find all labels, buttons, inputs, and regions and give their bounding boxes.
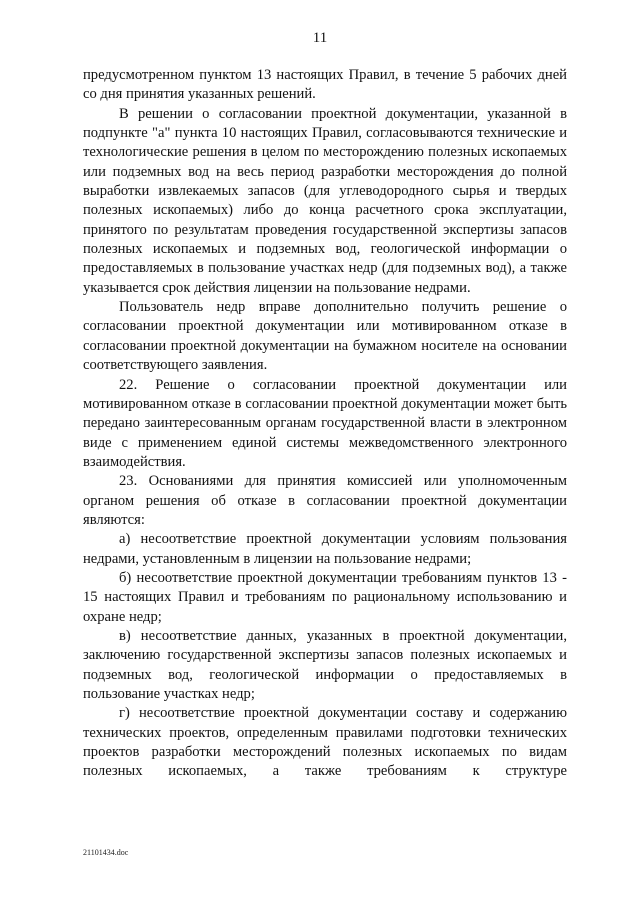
paragraph-item-23a: а) несоответствие проектной документации условиям пользования недрами, установленным в лицензии на пользование недрами; <box>83 531 567 567</box>
document-body <box>83 66 567 782</box>
paragraph-item-22: 22. Решение о согласовании проектной документации или мотивированном отказе в согласовании проектной документации может быть передано заинтересованным органам государственной власти в электронном виде с применением единой системы межведомственного электронного взаимодействия. <box>83 376 567 470</box>
paragraph-item-23b: б) несоответствие проектной документации требованиям пунктов 13 - 15 настоящих Правил и требованиям по рациональному использованию и охране недр; <box>83 569 567 625</box>
footer-file-code: 21101434.doc <box>83 848 129 857</box>
paragraph-approval-decision: В решении о согласовании проектной документации, указанной в подпункте "а" пункта 10 настоящих Правил, согласовываются технические и технологические решения в целом по месторождению полезных ископаемых или подземных вод на весь период разработки месторождения до полной выработки извлекаемых запасов (для углеводородного сырья и твердых полезных ископаемых) либо до конца расчетного срока эксплуатации, принятого по результатам проведения государственной экспертизы запасов полезных ископаемых и подземных вод, геологической информации о предоставляемых в пользование участках недр (для подземных вод), а также указывается срок действия лицензии на пользование недрами. <box>83 105 567 296</box>
paragraph-item-23g: г) несоответствие проектной документации составу и содержанию технических проектов, определенным правилами подготовки технических проектов разработки месторождений полезных ископаемых по видам полезных ископаемых, а также требованиям к структуре <box>83 705 567 780</box>
paragraph-continuation: предусмотренном пунктом 13 настоящих Правил, в течение 5 рабочих дней со дня принятия указанных решений. <box>83 67 567 103</box>
paragraph-item-23v: в) несоответствие данных, указанных в проектной документации, заключению государственной экспертизы запасов полезных ископаемых и подземных вод, геологической информации о предоставляемых в пользование участках недр; <box>83 627 567 702</box>
paragraph-item-23: 23. Основаниями для принятия комиссией или уполномоченным органом решения об отказе в согласовании проектной документации являются: <box>83 473 567 528</box>
paragraph-paper-copy: Пользователь недр вправе дополнительно получить решение о согласовании проектной документации или мотивированном отказе в согласовании проектной документации на бумажном носителе на основании соответствующего заявления. <box>83 299 567 374</box>
page-number: 11 <box>312 30 328 46</box>
